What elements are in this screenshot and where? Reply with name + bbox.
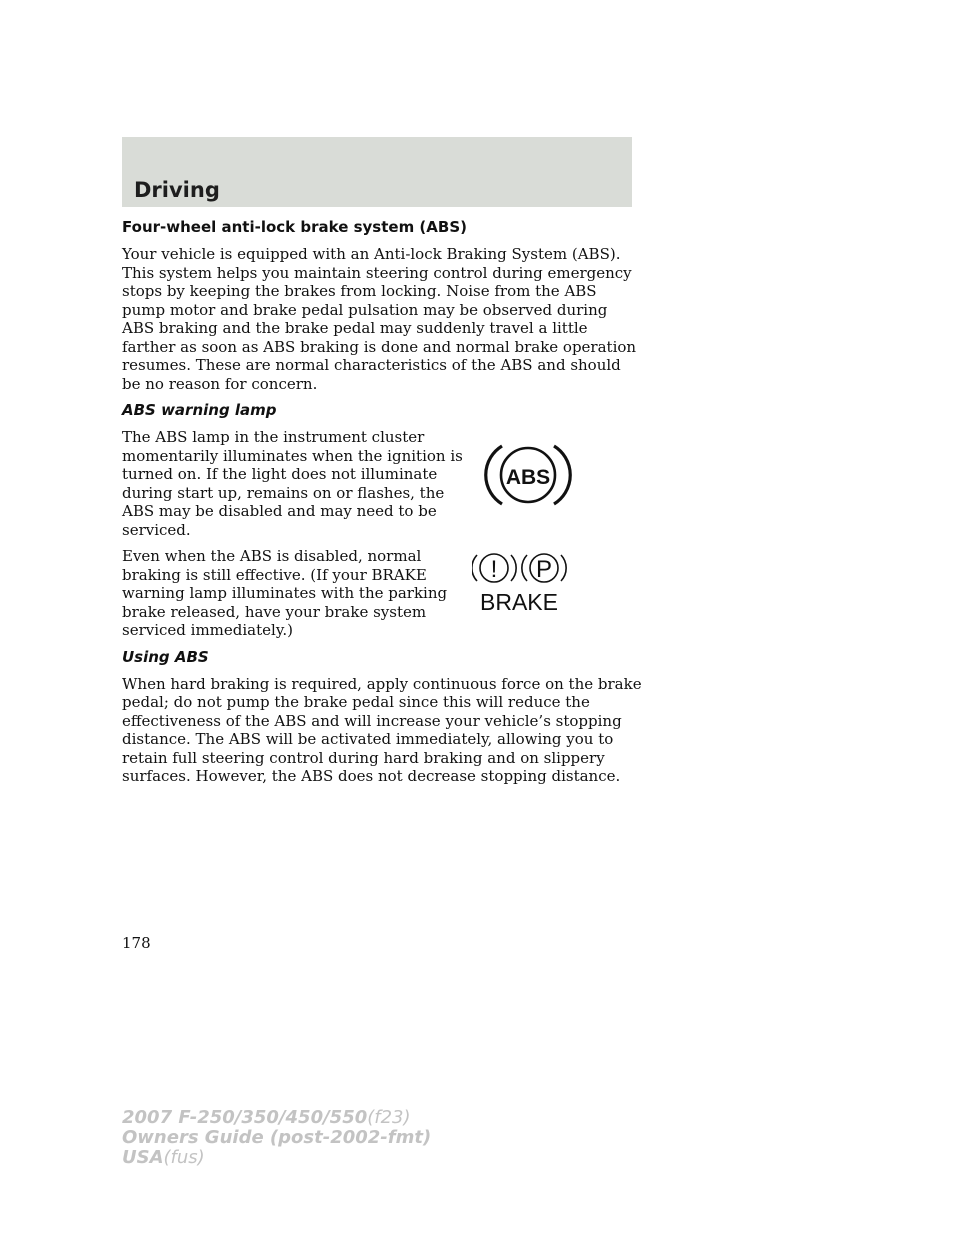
- brake-icon-label: BRAKE: [480, 589, 558, 615]
- footer-model-code: (f23): [367, 1107, 411, 1128]
- brake-icon-park: P: [535, 556, 553, 583]
- abs-icon-label: ABS: [505, 466, 551, 489]
- abs-body: Your vehicle is equipped with an Anti-lock Braking System (ABS). This system helps you maintain steering control during emergency stops by keeping the brakes from locking. Noise from the ABS pump motor and brake pedal pulsation may be observed during ABS braking and the brake pedal may suddenly travel a little farther as soon as ABS braking is done and normal brake operation resumes. These are normal characteristics of the ABS and should be no reason for concern.: [122, 245, 637, 393]
- using-abs-body: When hard braking is required, apply continuous force on the brake pedal; do not pump the brake pedal since this will reduce the effectiveness of the ABS and will increase your vehicle’s stopping distance. The ABS will be activated immediately, allowing you to retain full steering control during hard braking and on slippery surfaces. However, the ABS does not decrease stopping distance.: [122, 674, 642, 785]
- footer-market-code: (fus): [163, 1147, 205, 1168]
- document-footer: [122, 1108, 431, 1168]
- footer-line-guide: Owners Guide (post-2002-fmt): [122, 1127, 432, 1148]
- abs-warning-icon: [464, 428, 572, 514]
- abs-warning-lamp-heading: ABS warning lamp: [122, 401, 277, 419]
- footer-line-market: [122, 1148, 431, 1168]
- using-abs-heading: Using ABS: [122, 647, 209, 666]
- abs-lamp-para-2: Even when the ABS is disabled, normal braking is still effective. (If your BRAKE warning lamp illuminates with the parking brake released, have your brake system serviced immediately.): [122, 547, 448, 639]
- section-title: Driving: [134, 178, 220, 202]
- abs-heading: Four-wheel anti-lock brake system (ABS): [122, 218, 467, 236]
- page-number: 178: [122, 934, 151, 952]
- footer-line-model: [122, 1108, 431, 1128]
- page-content: [122, 218, 642, 794]
- footer-market: USA: [122, 1147, 164, 1168]
- abs-lamp-para-1: The ABS lamp in the instrument cluster momentarily illuminates when the ignition is turned on. If the light does not illuminate during start up, remains on or flashes, the ABS may be disabled and may need to be serviced.: [122, 428, 463, 539]
- footer-model: 2007 F-250/350/450/550: [122, 1107, 368, 1128]
- brake-icon-exclaim: !: [490, 556, 498, 583]
- brake-warning-icon: [452, 547, 572, 619]
